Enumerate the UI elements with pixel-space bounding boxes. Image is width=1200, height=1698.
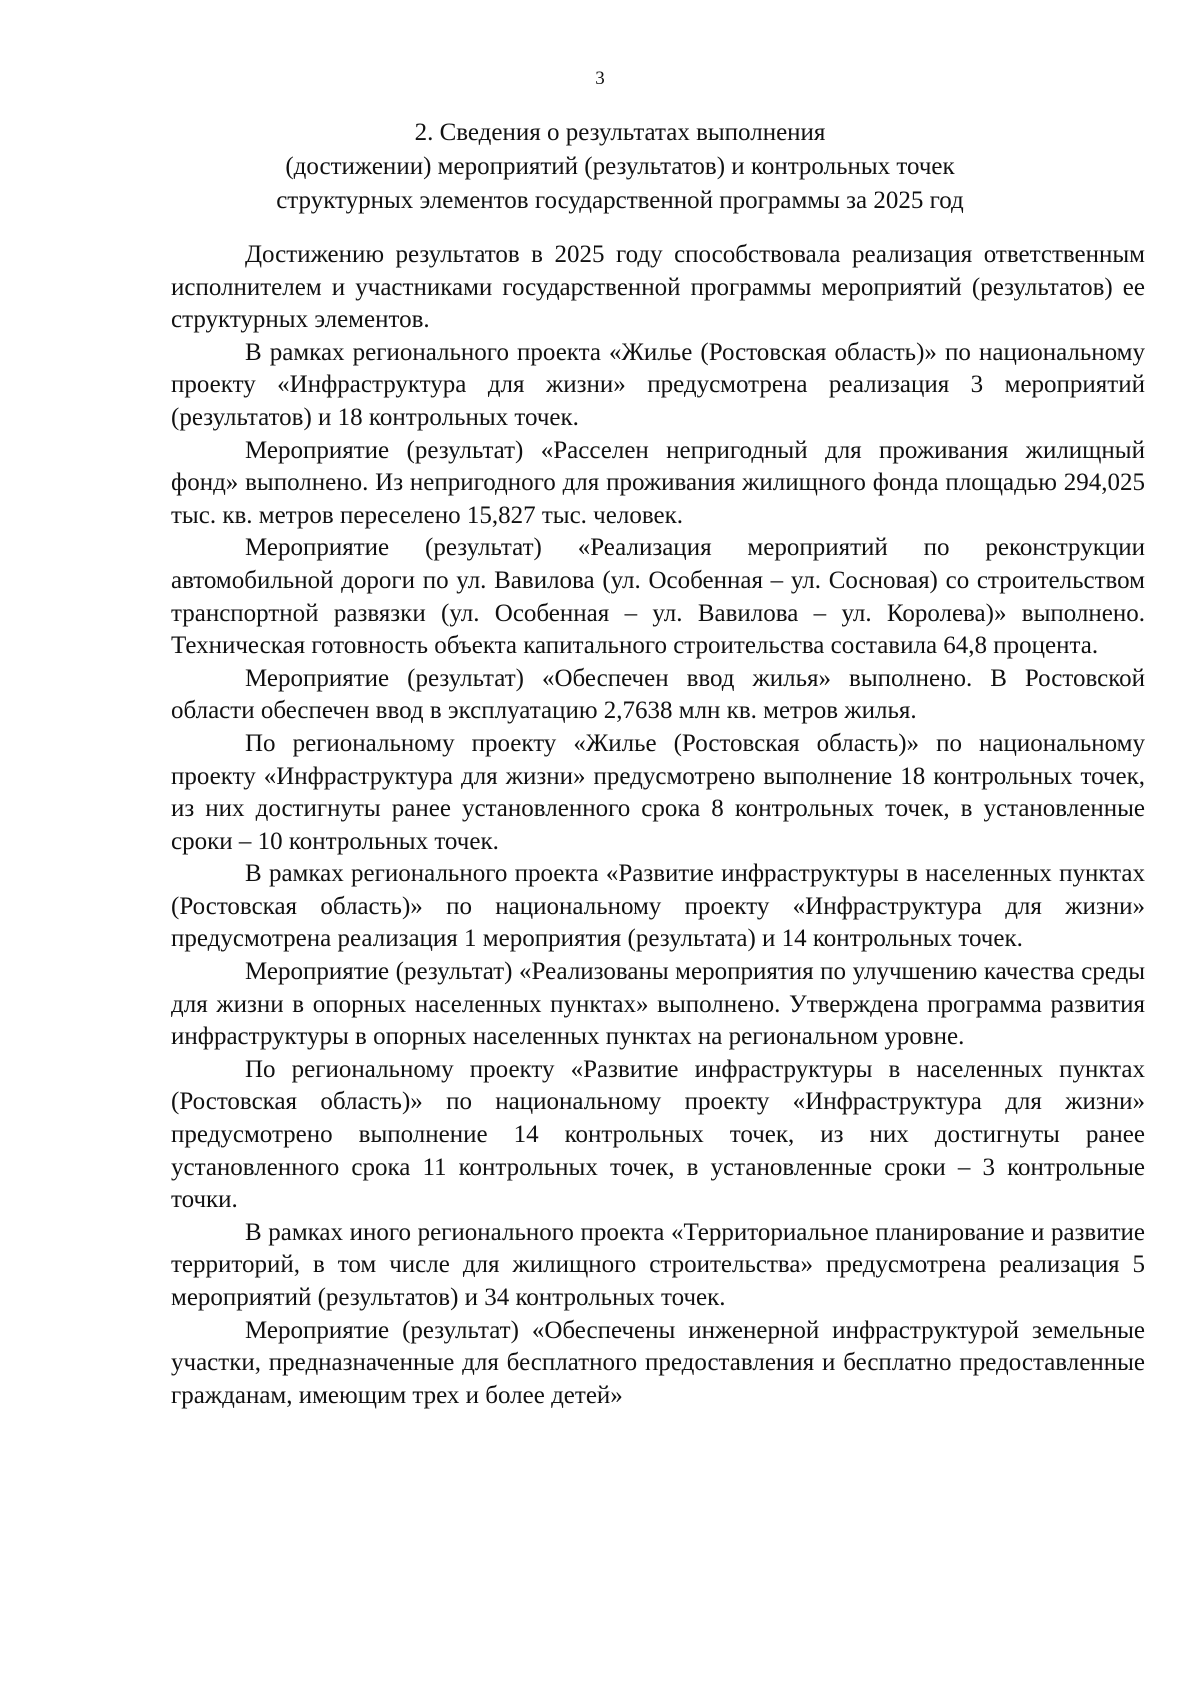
section-heading-line: (достижении) мероприятий (результатов) и контрольных точек	[285, 153, 955, 180]
section-heading-line: структурных элементов государственной программы за 2025 год	[276, 187, 964, 214]
paragraph: Мероприятие (результат) «Обеспечены инженерной инфраструктурой земельные участки, предназначенные для бесплатного предоставления и бесплатно предоставленные гражданам, имеющим трех и более детей»	[171, 1316, 1145, 1409]
page-number: 3	[595, 68, 605, 89]
paragraph: Мероприятие (результат) «Реализация мероприятий по реконструкции автомобильной дороги по ул. Вавилова (ул. Особенная – ул. Сосновая) со строительством транспортной развязки (ул. Особенная – ул. Вавилова – ул. Королева)» выполнено. Техническая готовность объекта капитального строительства составила 64,8 процента.	[171, 534, 1145, 660]
section-heading	[170, 116, 1070, 218]
paragraph: Мероприятие (результат) «Расселен непригодный для проживания жилищный фонд» выполнено. Из непригодного для проживания жилищного фонда площадью 294,025 тыс. кв. метров переселено 15,827 тыс. человек.	[171, 436, 1145, 529]
paragraph: Достижению результатов в 2025 году способствовала реализация ответственным исполнителем и участниками государственной программы мероприятий (результатов) ее структурных элементов.	[171, 241, 1145, 334]
section-heading-line: 2. Сведения о результатах выполнения	[414, 119, 826, 146]
paragraph: Мероприятие (результат) «Реализованы мероприятия по улучшению качества среды для жизни в опорных населенных пунктах» выполнено. Утверждена программа развития инфраструктуры в опорных населенных пунктах на региональном уровне.	[171, 958, 1145, 1051]
body-text	[171, 239, 1145, 1412]
paragraph: По региональному проекту «Жилье (Ростовская область)» по национальному проекту «Инфраструктура для жизни» предусмотрено выполнение 18 контрольных точек, из них достигнуты ранее установленного срока 8 контрольных точек, в установленные сроки – 10 контрольных точек.	[171, 729, 1145, 855]
paragraph: В рамках регионального проекта «Жилье (Ростовская область)» по национальному проекту «Инфраструктура для жизни» предусмотрена реализация 3 мероприятий (результатов) и 18 контрольных точек.	[171, 338, 1145, 431]
paragraph: По региональному проекту «Развитие инфраструктуры в населенных пунктах (Ростовская область)» по национальному проекту «Инфраструктура для жизни» предусмотрено выполнение 14 контрольных точек, из них достигнуты ранее установленного срока 11 контрольных точек, в установленные сроки – 3 контрольные точки.	[171, 1055, 1145, 1214]
paragraph: В рамках регионального проекта «Развитие инфраструктуры в населенных пунктах (Ростовская область)» по национальному проекту «Инфраструктура для жизни» предусмотрена реализация 1 мероприятия (результата) и 14 контрольных точек.	[171, 860, 1145, 953]
paragraph: В рамках иного регионального проекта «Территориальное планирование и развитие территорий, в том числе для жилищного строительства» предусмотрена реализация 5 мероприятий (результатов) и 34 контрольных точек.	[171, 1218, 1145, 1311]
paragraph: Мероприятие (результат) «Обеспечен ввод жилья» выполнено. В Ростовской области обеспечен ввод в эксплуатацию 2,7638 млн кв. метров жилья.	[171, 664, 1145, 725]
